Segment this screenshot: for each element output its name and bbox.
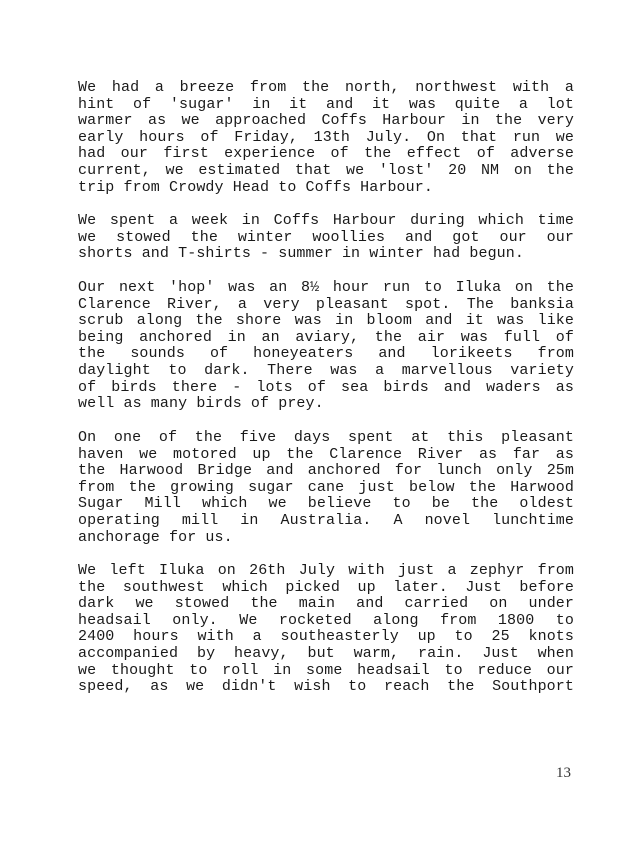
text-line: Clarence River, a very pleasant spot. The banksia	[78, 296, 574, 313]
text-line: haven we motored up the Clarence River as far as	[78, 446, 574, 463]
text-line: we stowed the winter woollies and got our our	[78, 229, 574, 246]
text-line: headsail only. We rocketed along from 1800 to	[78, 612, 574, 629]
text-line: warmer as we approached Coffs Harbour in the very	[78, 113, 574, 130]
text-line: On one of the five days spent at this pleasant	[78, 430, 574, 446]
text-line: shorts and T-shirts - summer in winter had begun.	[78, 246, 524, 263]
text-line: Sugar Mill which we believe to be the oldest	[78, 496, 574, 513]
text-line: hint of 'sugar' in it and it was quite a lot	[78, 96, 574, 113]
text-line: trip from Crowdy Head to Coffs Harbour.	[78, 179, 433, 196]
paragraph-iluka-run	[78, 280, 574, 413]
paragraph-harwood-bridge	[78, 430, 574, 546]
text-line: speed, as we didn't wish to reach the Southport	[78, 679, 574, 696]
text-line: accompanied by heavy, but warm, rain. Just when	[78, 645, 574, 662]
text-line: We left Iluka on 26th July with just a zephyr from	[78, 563, 574, 579]
text-line: scrub along the shore was in bloom and it was like	[78, 313, 574, 330]
text-line: We had a breeze from the north, northwest with a	[78, 80, 574, 96]
text-line: the sounds of honeyeaters and lorikeets from	[78, 346, 574, 363]
paragraph-coffs-harbour-arrival	[78, 80, 574, 196]
text-line: We spent a week in Coffs Harbour during which time	[78, 213, 574, 229]
text-line: we thought to roll in some headsail to reduce our	[78, 662, 574, 679]
text-line: from the growing sugar cane just below the Harwood	[78, 479, 574, 496]
text-line: operating mill in Australia. A novel lunchtime	[78, 512, 574, 529]
text-line: well as many birds of prey.	[78, 396, 324, 413]
page-number: 13	[556, 765, 571, 781]
text-line: the Harwood Bridge and anchored for lunch only 25m	[78, 463, 574, 480]
text-line: being anchored in an aviary, the air was full of	[78, 329, 574, 346]
text-line: the southwest which picked up later. Just before	[78, 579, 574, 596]
text-line: of birds there - lots of sea birds and waders as	[78, 379, 574, 396]
text-line: had our first experience of the effect of adverse	[78, 146, 574, 163]
paragraph-left-iluka	[78, 563, 574, 696]
text-line: anchorage for us.	[78, 529, 233, 546]
text-line: 2400 hours with a southeasterly up to 25 knots	[78, 629, 574, 646]
text-line: early hours of Friday, 13th July. On that run we	[78, 129, 574, 146]
text-line: daylight to dark. There was a marvellous variety	[78, 362, 574, 379]
text-line: dark we stowed the main and carried on under	[78, 596, 574, 613]
text-line: Our next 'hop' was an 8½ hour run to Iluka on the	[78, 280, 574, 296]
text-line: current, we estimated that we 'lost' 20 NM on the	[78, 162, 574, 179]
paragraph-week-in-coffs	[78, 213, 574, 263]
